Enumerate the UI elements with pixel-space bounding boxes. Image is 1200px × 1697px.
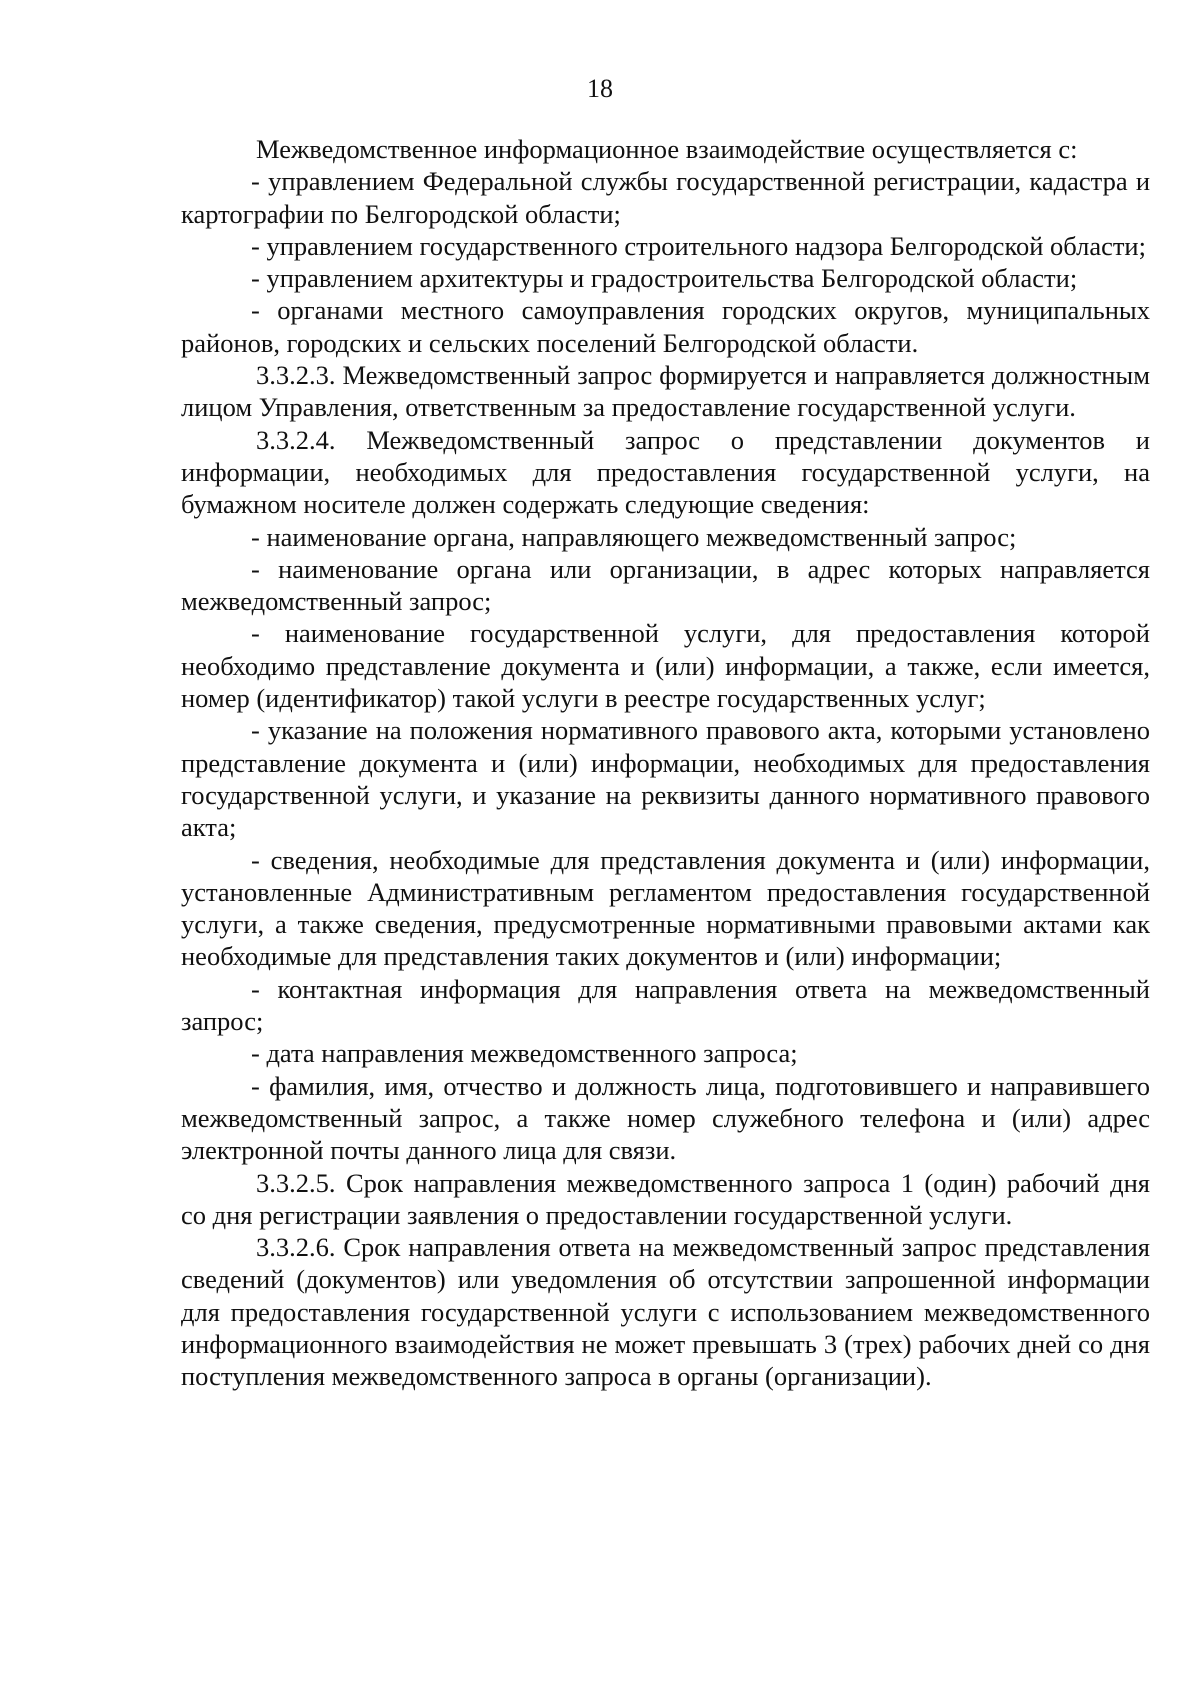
paragraph-3-3-2-4: 3.3.2.4. Межведомственный запрос о представлении документов и информации, необходимых для предоставления государственной услуги, на бумажном носителе должен содержать следующие сведения: bbox=[181, 424, 1150, 520]
list-item-recipient-body: - наименование органа или организации, в адрес которых направляется межведомственный запрос; bbox=[181, 553, 1150, 617]
paragraph-3-3-2-5: 3.3.2.5. Срок направления межведомственного запроса 1 (один) рабочий дня со дня регистрации заявления о предоставлении государственной услуги. bbox=[181, 1167, 1150, 1230]
list-item-service-name: - наименование государственной услуги, для предоставления которой необходимо представление документа и (или) информации, а также, если имеется, номер (идентификатор) такой услуги в реестре государственных услуг; bbox=[181, 618, 1150, 714]
list-item-local-government: - органами местного самоуправления городских округов, муниципальных районов, городских и сельских поселений Белгородской области. bbox=[181, 295, 1150, 358]
paragraph-interaction-intro: Межведомственное информационное взаимодействие осуществляется с: bbox=[256, 134, 1078, 164]
list-item-contact-info: - контактная информация для направления ответа на межведомственный запрос; bbox=[181, 973, 1150, 1037]
list-item-responsible-person: - фамилия, имя, отчество и должность лица, подготовившего и направившего межведомственный запрос, а также номер служебного телефона и (или) адрес электронной почты данного лица для связи. bbox=[181, 1070, 1150, 1166]
list-item-architecture: - управлением архитектуры и градостроительства Белгородской области; bbox=[251, 263, 1078, 294]
list-item-request-date: - дата направления межведомственного запроса; bbox=[251, 1038, 798, 1069]
document-body bbox=[181, 133, 1150, 1393]
page-number: 18 bbox=[587, 74, 613, 103]
paragraph-3-3-2-3: 3.3.2.3. Межведомственный запрос формируется и направляется должностным лицом Управления, ответственным за предоставление государственной услуги. bbox=[181, 360, 1150, 423]
list-item-required-info: - сведения, необходимые для представления документа и (или) информации, установленные Административным регламентом предоставления государственной услуги, а также сведения, предусмотренные нормативными правовыми актами как необходимые для представления таких документов и (или) информации; bbox=[181, 844, 1150, 972]
list-item-requesting-body: - наименование органа, направляющего межведомственный запрос; bbox=[251, 521, 1017, 552]
list-item-legal-act: - указание на положения нормативного правового акта, которыми установлено представление документа и (или) информации, необходимых для предоставления государственной услуги, и указание на реквизиты данного нормативного правового акта; bbox=[181, 715, 1150, 843]
list-item-construction-supervision: - управлением государственного строительного надзора Белгородской области; bbox=[251, 230, 1146, 261]
list-item-rosreestr: - управлением Федеральной службы государственной регистрации, кадастра и картографии по Белгородской области; bbox=[181, 166, 1150, 229]
paragraph-3-3-2-6: 3.3.2.6. Срок направления ответа на межведомственный запрос представления сведений (документов) или уведомления об отсутствии запрошенной информации для предоставления государственной услуги с использованием межведомственного информационного взаимодействия не может превышать 3 (трех) рабочих дней со дня поступления межведомственного запроса в органы (организации). bbox=[181, 1232, 1150, 1392]
